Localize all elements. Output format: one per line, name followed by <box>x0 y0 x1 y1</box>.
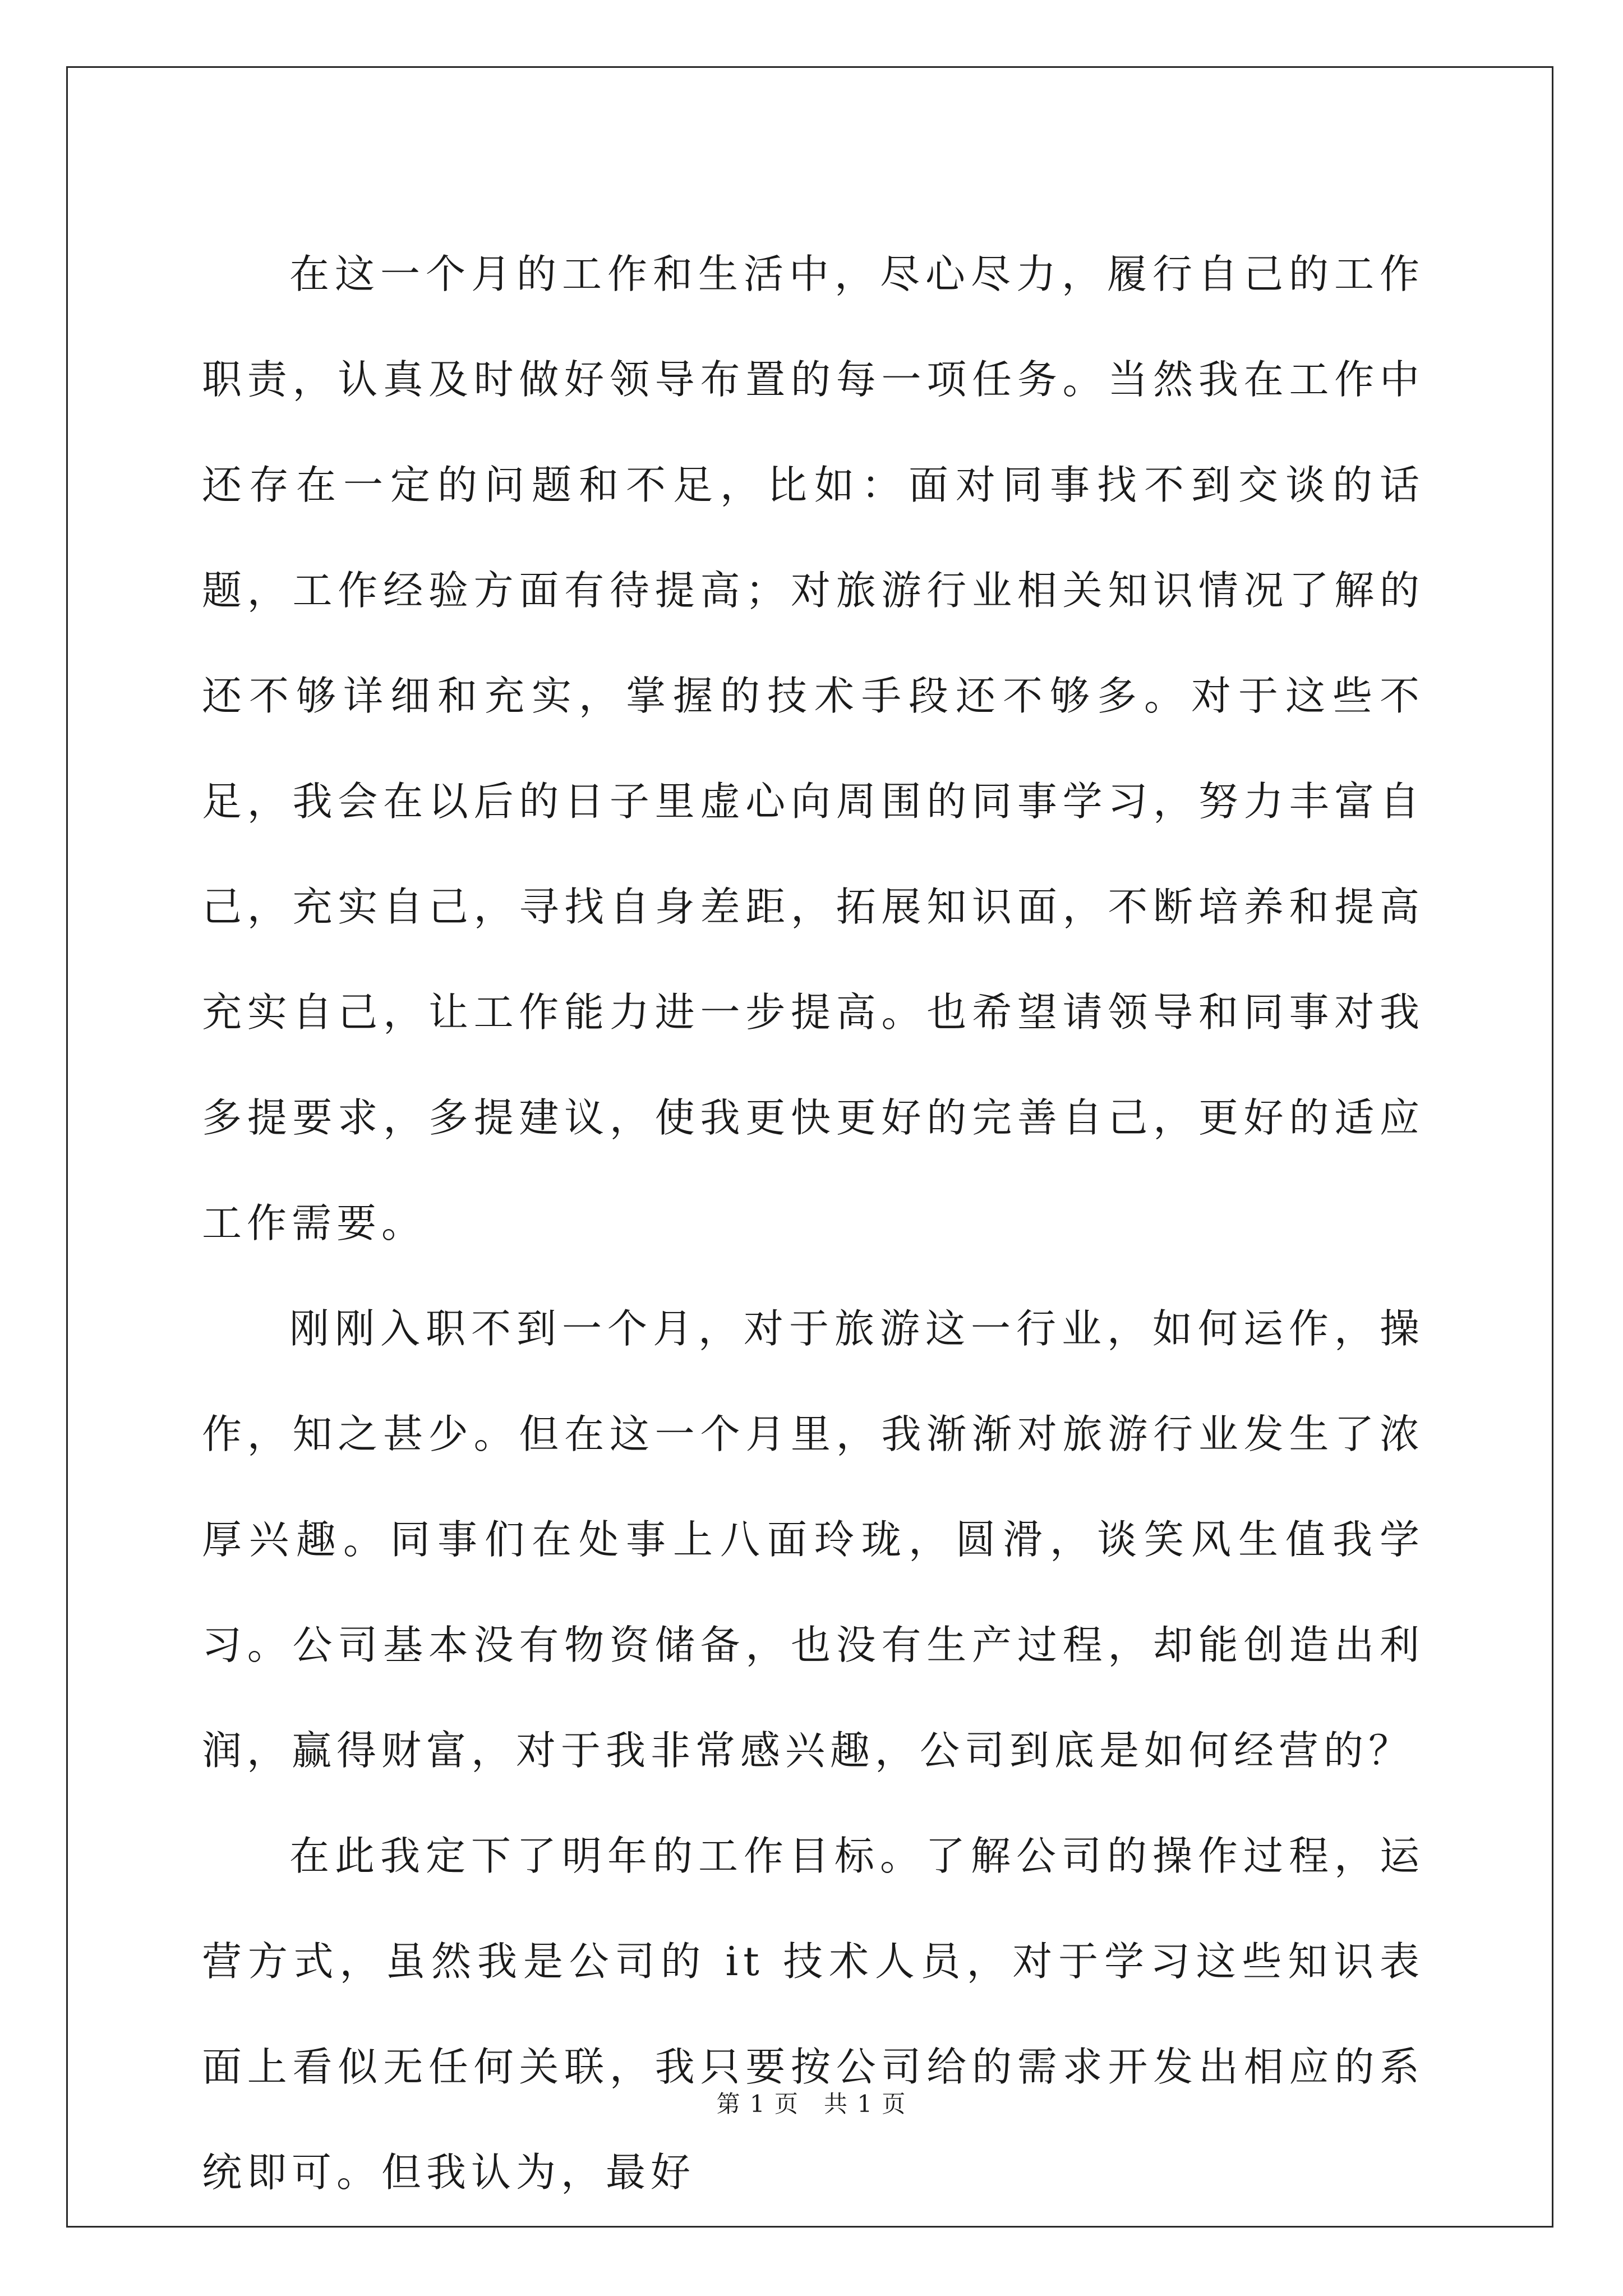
document-body <box>202 222 1424 2225</box>
page-footer <box>0 2086 1623 2119</box>
paragraph-2: 刚刚入职不到一个月，对于旅游这一行业，如何运作，操作，知之甚少。但在这一个月里，我渐渐对旅游行业发生了浓厚兴趣。同事们在处事上八面玲珑，圆滑，谈笑风生值我学习。公司基本没有物资储备，也没有生产过程，却能创造出利润，赢得财富，对于我非常感兴趣，公司到底是如何经营的？ <box>202 1305 1424 1774</box>
paragraph-1: 在这一个月的工作和生活中，尽心尽力，履行自己的工作职责，认真及时做好领导布置的每一项任务。当然我在工作中还存在一定的问题和不足，比如：面对同事找不到交谈的话题，工作经验方面有待提高；对旅游行业相关知识情况了解的还不够详细和充实，掌握的技术手段还不够多。对于这些不足，我会在以后的日子里虚心向周围的同事学习，努力丰富自己，充实自己，寻找自身差距，拓展知识面，不断培养和提高充实自己，让工作能力进一步提高。也希望请领导和同事对我多提要求，多提建议，使我更快更好的完善自己，更好的适应工作需要。 <box>202 251 1424 1246</box>
page-number: 第 1 页 <box>716 2090 799 2118</box>
page-total: 共 1 页 <box>824 2090 907 2118</box>
paragraph-3: 在此我定下了明年的工作目标。了解公司的操作过程，运营方式，虽然我是公司的 it 技术人员，对于学习这些知识表面上看似无任何关联，我只要按公司给的需求开发出相应的系统即可。但我认为，最好 <box>202 1833 1424 2196</box>
